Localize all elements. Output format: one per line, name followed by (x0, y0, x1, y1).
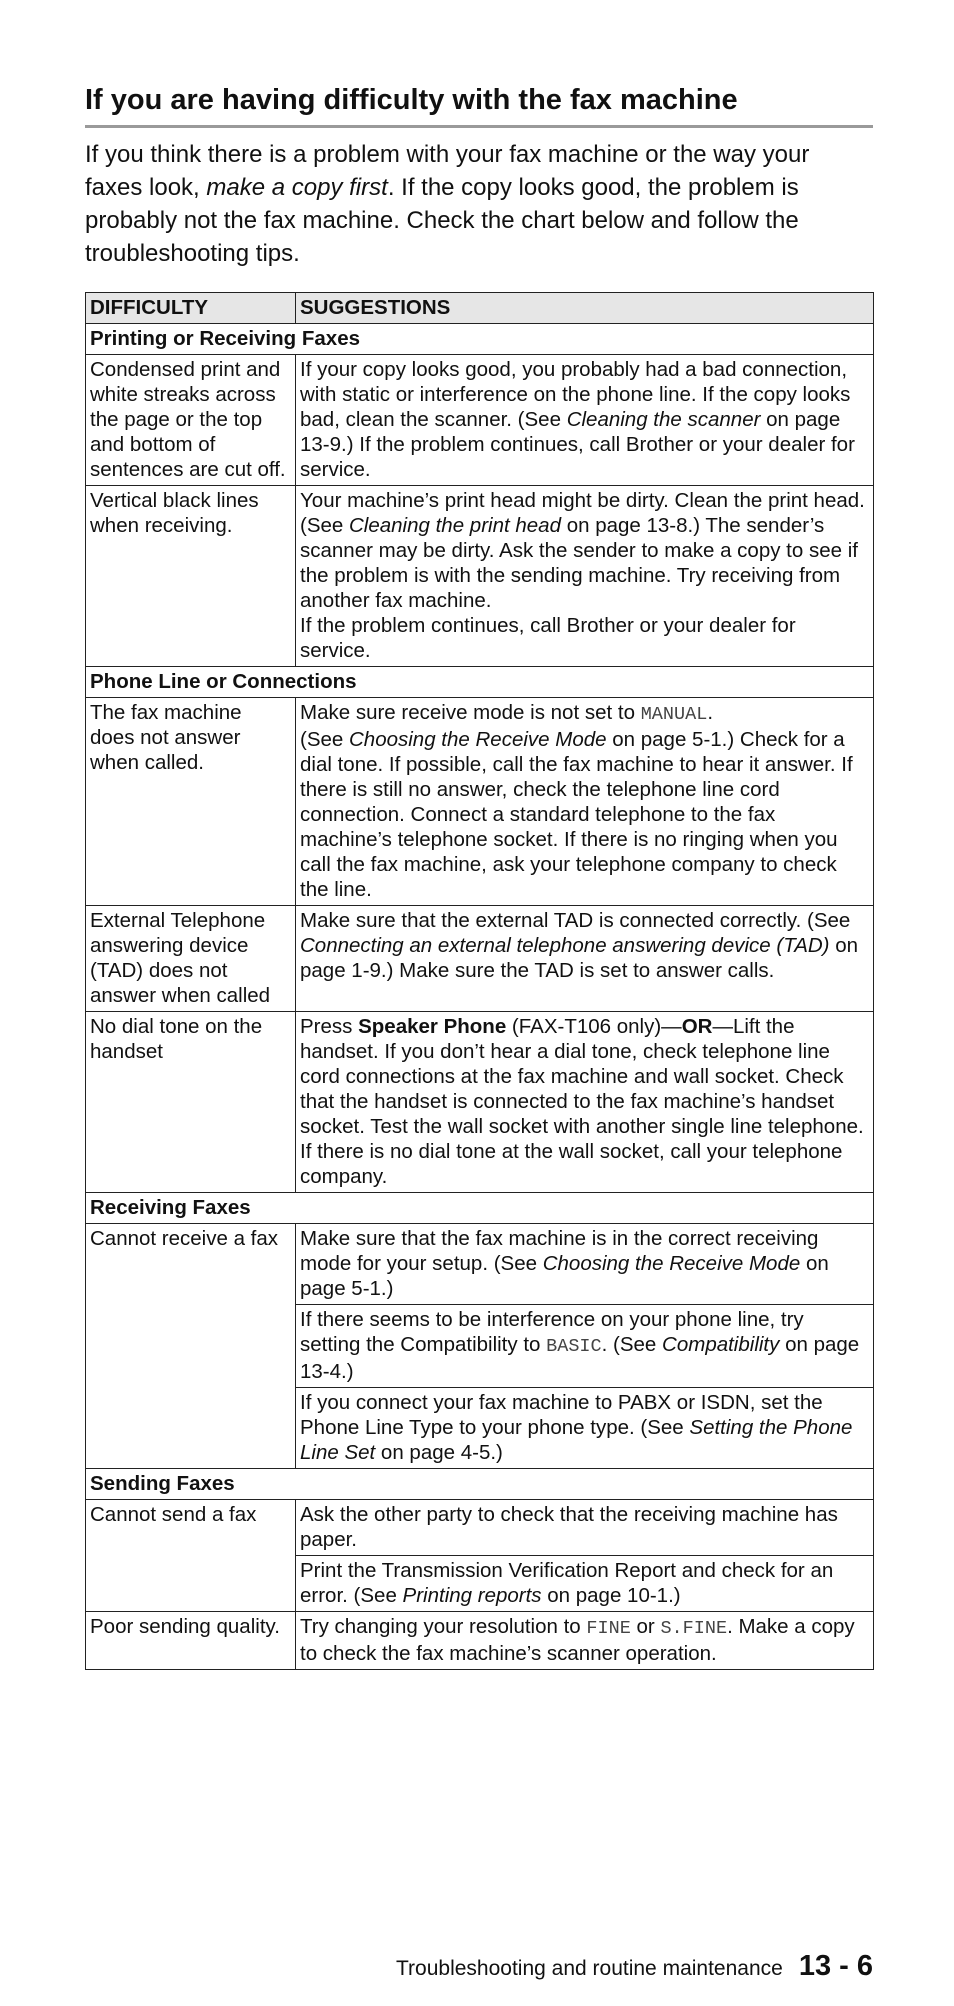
page-reference: Choosing the Receive Mode (349, 728, 607, 751)
difficulty-cell: Cannot receive a fax (86, 1224, 296, 1469)
or-label: OR (681, 1015, 713, 1038)
page-reference: Choosing the Receive Mode (542, 1252, 801, 1275)
suggestion-text: on page 13-4.) (300, 1333, 860, 1383)
suggestion-cell (296, 698, 874, 906)
suggestion-text: Press (300, 1015, 359, 1038)
difficulty-cell: External Telephone answering device (TAD) does not answer when called (86, 906, 296, 1012)
lcd-setting: MANUAL (640, 704, 708, 725)
page-reference: Compatibility (662, 1333, 780, 1356)
section-title: Phone Line or Connections (86, 667, 874, 698)
suggestion-text: Make sure receive mode is not set to (300, 701, 641, 724)
section-title: Printing or Receiving Faxes (86, 324, 874, 355)
section-row-phone (86, 667, 874, 698)
table-row (86, 698, 874, 906)
suggestion-text: Make sure that the external TAD is connected correctly. (See (300, 909, 851, 932)
page-reference: Connecting an external telephone answering device (TAD) (300, 934, 830, 957)
page-number: 13 - 6 (798, 1950, 873, 1982)
suggestion-text: If your copy looks good, you probably had a bad connection, with static or interference on the phone line. If the copy looks bad, clean the scanner. (See (300, 358, 851, 431)
difficulty-cell: Cannot send a fax (86, 1500, 296, 1612)
section-title: Receiving Faxes (86, 1193, 874, 1224)
suggestion-cell (296, 1556, 874, 1612)
table-header-row (86, 293, 874, 324)
suggestion-text: on page 13-8.) The sender’s scanner may be dirty. Ask the sender to make a copy to see if the problem is with the sending machine. Try receiving from another fax machine. (300, 514, 858, 612)
table-row (86, 1224, 874, 1305)
section-heading: If you are having difficulty with the fax machine (85, 84, 873, 128)
suggestion-text: —Lift the handset. If you don’t hear a dial tone, check telephone line cord connections at the fax machine and wall socket. Check that the handset is connected to the fax machine’s handset socket. Test the wall socket with another single line telephone. If there is no dial tone at the wall socket, call your telephone company. (300, 1015, 864, 1188)
suggestion-text: Try changing your resolution to (300, 1615, 587, 1638)
intro-paragraph (85, 138, 873, 270)
table-row (86, 486, 874, 667)
suggestion-text: . Make a copy to check the fax machine’s scanner operation. (300, 1615, 855, 1665)
table-row (86, 1012, 874, 1193)
page-reference: Cleaning the print head (349, 514, 561, 537)
key-name: Speaker Phone (358, 1015, 507, 1038)
suggestion-text: on page 5-1.) Check for a dial tone. If possible, call the fax machine to hear it answer. If there is still no answer, check the telephone line cord connection. Connect a standard telephone to the fax machine’s telephone socket. If there is no ringing when you call the fax machine, ask your telephone company to check the line. (300, 728, 853, 901)
lcd-setting: FINE (586, 1618, 631, 1639)
intro-text: If you think there is a problem with your fax machine or the way your faxes look, (85, 141, 810, 201)
lcd-setting: S.FINE (660, 1618, 728, 1639)
intro-text-end: . If the copy looks good, the problem is probably not the fax machine. Check the chart below and follow the troubleshooting tips. (85, 174, 799, 267)
suggestion-cell (296, 1012, 874, 1193)
suggestion-cell (296, 1388, 874, 1469)
suggestion-text: Print the Transmission Verification Report and check for an error. (See (300, 1559, 834, 1607)
section-row-receiving (86, 1193, 874, 1224)
chapter-title: Troubleshooting and routine maintenance (396, 1957, 783, 1980)
suggestion-text: on page 13-9.) If the problem continues, call Brother or your dealer for service. (300, 408, 855, 481)
suggestion-text: If the problem continues, call Brother or your dealer for service. (300, 614, 796, 662)
suggestion-text: (FAX-T106 only)— (506, 1015, 682, 1038)
suggestion-cell (296, 1612, 874, 1670)
page-reference: Printing reports (402, 1584, 542, 1607)
suggestion-text: Your machine’s print head might be dirty. Clean the print head. (See (300, 489, 865, 537)
difficulty-cell: Vertical black lines when receiving. (86, 486, 296, 667)
suggestion-cell: Ask the other party to check that the receiving machine has paper. (296, 1500, 874, 1556)
table-row (86, 1500, 874, 1556)
suggestion-text: on page 10-1.) (541, 1584, 681, 1607)
difficulty-header: DIFFICULTY (86, 293, 296, 324)
suggestions-header: SUGGESTIONS (296, 293, 874, 324)
suggestion-text: or (630, 1615, 661, 1638)
table-row (86, 1612, 874, 1670)
suggestion-text: . (See (601, 1333, 663, 1356)
page-footer (396, 1950, 873, 1983)
suggestion-cell (296, 906, 874, 1012)
suggestion-text: . (707, 701, 714, 724)
lcd-setting: BASIC (546, 1336, 602, 1357)
difficulty-cell: No dial tone on the handset (86, 1012, 296, 1193)
difficulty-cell: The fax machine does not answer when called. (86, 698, 296, 906)
page-reference: Setting the Phone Line Set (300, 1416, 853, 1464)
difficulty-cell: Condensed print and white streaks across the page or the top and bottom of sentences are cut off. (86, 355, 296, 486)
page-reference: Cleaning the scanner (566, 408, 761, 431)
suggestion-cell (296, 486, 874, 667)
table-row (86, 906, 874, 1012)
suggestion-cell (296, 1305, 874, 1388)
difficulty-cell: Poor sending quality. (86, 1612, 296, 1670)
suggestion-text: on page 1-9.) Make sure the TAD is set to answer calls. (300, 934, 859, 982)
page (85, 84, 873, 1670)
suggestion-text: Make sure that the fax machine is in the correct receiving mode for your setup. (See (300, 1227, 819, 1275)
section-row-printing (86, 324, 874, 355)
section-row-sending (86, 1469, 874, 1500)
suggestion-text: on page 4-5.) (375, 1441, 503, 1464)
suggestion-text: (See (300, 728, 349, 751)
suggestion-text: If you connect your fax machine to PABX or ISDN, set the Phone Line Type to your phone type. (See (300, 1391, 823, 1439)
troubleshooting-table (85, 292, 874, 1670)
section-title: Sending Faxes (86, 1469, 874, 1500)
suggestion-text: If there seems to be interference on your phone line, try setting the Compatibility to (300, 1308, 804, 1356)
intro-emphasis: make a copy first (206, 174, 388, 201)
suggestion-cell (296, 1224, 874, 1305)
suggestion-text: on page 5-1.) (300, 1252, 829, 1300)
table-row (86, 355, 874, 486)
suggestion-cell (296, 355, 874, 486)
